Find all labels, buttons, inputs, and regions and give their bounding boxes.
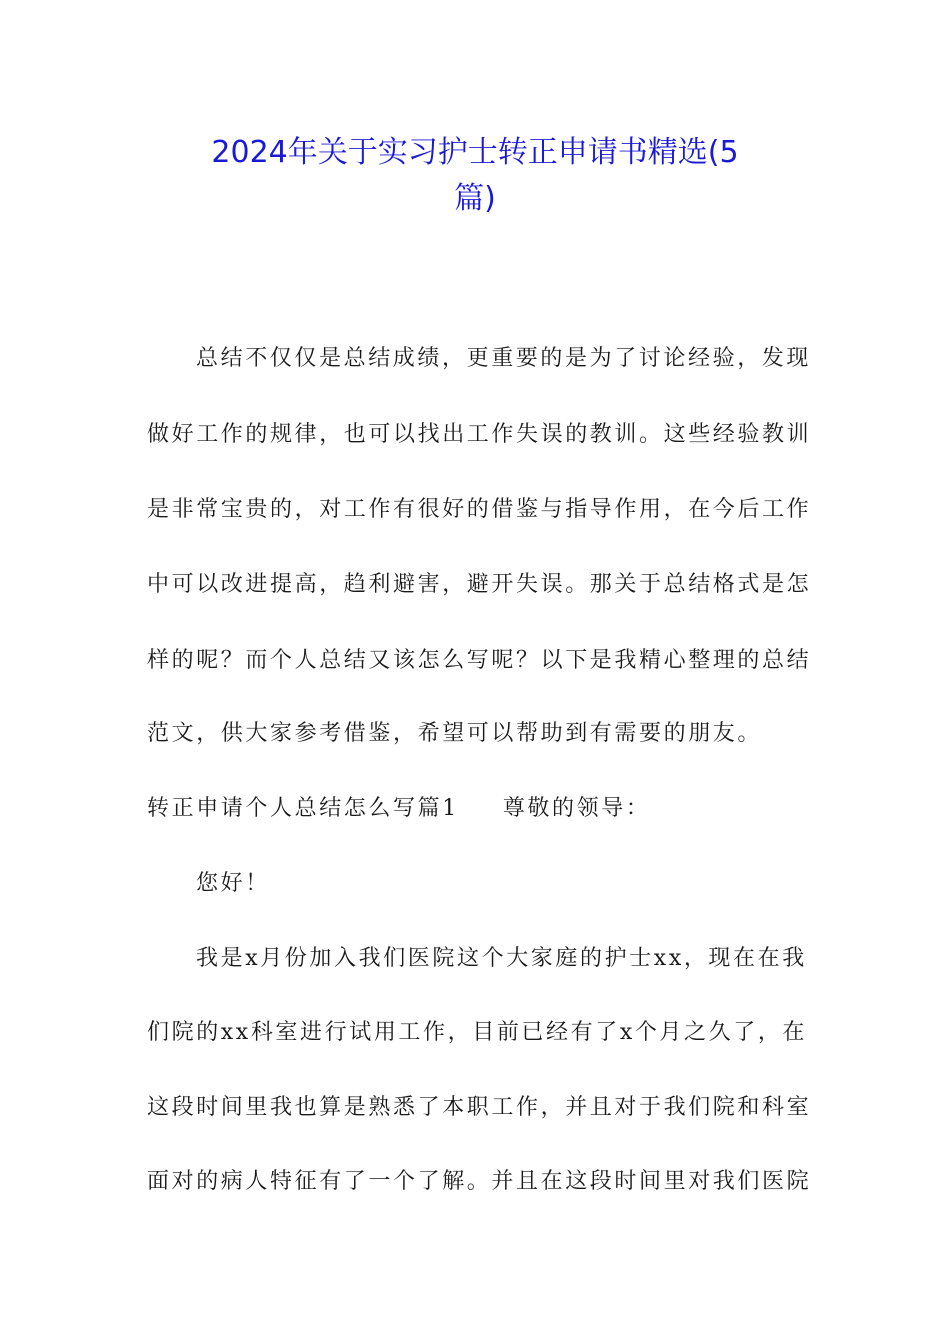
section-heading: 转正申请个人总结怎么写篇1 (147, 796, 459, 821)
salutation: 尊敬的领导： (502, 796, 651, 821)
paragraph-1-line-1: 总结不仅仅是总结成绩，更重要的是为了讨论经验，发现 (196, 346, 812, 371)
paragraph-2-line-2: 们院的xx科室进行试用工作，目前已经有了x个月之久了，在 (147, 1020, 808, 1045)
document-title-line-2: 篇) (454, 181, 496, 216)
section-heading-row (147, 798, 807, 820)
greeting: 您好！ (196, 871, 270, 896)
paragraph-1-line-6: 范文，供大家参考借鉴，希望可以帮助到有需要的朋友。 (147, 721, 763, 746)
paragraph-1-line-3: 是非常宝贵的，对工作有很好的借鉴与指导作用，在今后工作 (147, 497, 812, 522)
paragraph-1-line-5: 样的呢？而个人总结又该怎么写呢？以下是我精心整理的总结 (147, 648, 812, 673)
document-title-line-1: 2024年关于实习护士转正申请书精选(5 (211, 135, 739, 170)
paragraph-2-line-4: 面对的病人特征有了一个了解。并且在这段时间里对我们医院 (147, 1169, 812, 1194)
paragraph-1-line-4: 中可以改进提高，趋利避害，避开失误。那关于总结格式是怎 (147, 572, 812, 597)
paragraph-1-line-2: 做好工作的规律，也可以找出工作失误的教训。这些经验教训 (147, 422, 812, 447)
paragraph-2-line-1: 我是x月份加入我们医院这个大家庭的护士xx，现在在我 (196, 946, 807, 971)
paragraph-2-line-3: 这段时间里我也算是熟悉了本职工作，并且对于我们院和科室 (147, 1095, 812, 1120)
